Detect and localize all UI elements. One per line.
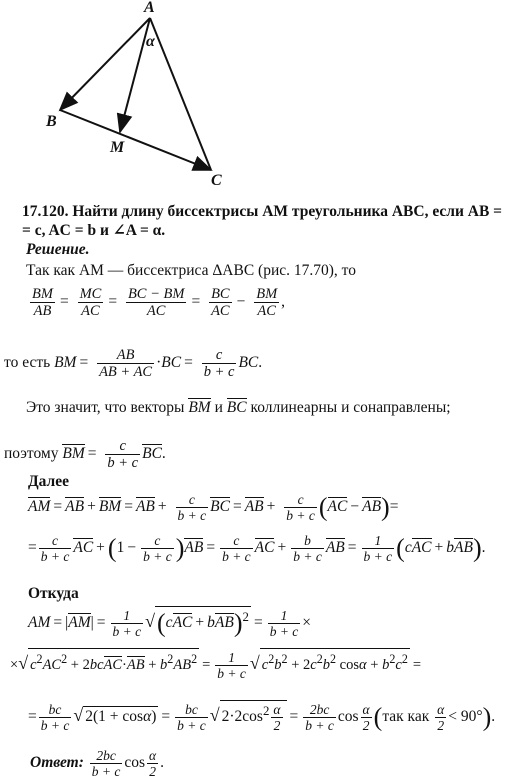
frac-bc-ac: $\frac{BC}{AC}$ [211,286,230,319]
solution-line-3: Это значит, что векторы BM и BC коллинеарны и сонаправлены; [26,399,451,416]
label-b: B [46,113,57,130]
answer-label: Ответ: [30,754,84,772]
problem-line-2: = c, AC = b и ∠A = α. [22,222,166,239]
side-ac [150,18,211,170]
label-a: A [144,0,155,16]
problem-number: 17.120. [22,203,69,220]
bm-equation: то есть BM = $\frac{AB}{AB + AC}$ ·BC = $\frac{c}{b + c}$ BC. [4,347,263,380]
label-alpha: α [146,33,155,50]
frac-bm-ac: $\frac{BM}{AC}$ [256,286,278,319]
am-length-line-1: AM = |AM| = $\frac{1}{b + c}$ √(cAC + bAB)$^2$ = $\frac{1}{b + c}$ × [28,606,311,639]
triangle-figure [0,0,530,185]
label-c: C [211,172,222,185]
whence-heading: Откуда [28,585,79,602]
solution-heading: Решение. [26,241,90,258]
further-heading: Далее [28,473,70,490]
frac-bm-ab: $\frac{BM}{AB}$ [32,286,53,319]
frac-bcbm-ac: $\frac{BC - BM}{AC}$ [127,286,185,319]
am-length-line-2: ×√ $c^2AC^2$ + 2bcAC·AB + $b^2AB^2$ = $\frac{1}{b + c}$ √ $c^2b^2 + 2c^2b^2$ $\cos\alpha + b^2c^2$ = [10,650,422,681]
label-m: M [110,139,125,156]
problem-text-1: Найти длину биссектрисы AM треугольника ABC, если AB = [72,203,503,220]
frac-mc-ac: $\frac{MC}{AC}$ [79,286,102,319]
vector-bm-equation: поэтому BM = $\frac{c}{b + c}$ BC. [4,438,166,471]
am-length-line-3: = $\frac{bc}{b + c}$ √ 2(1 + cosα) = $\frac{bc}{b + c}$ √ $2\cdot 2\cos^2$ $\frac{\alpha}{2}$ = $\frac{2bc}{b + c}$ cos $\frac{\alpha}{2}$ (так как $\frac{\alpha}{2}$ < 90°). [28,700,495,733]
side-ab [60,18,150,110]
answer-line: Ответ: $\frac{2bc}{b + c}$ cos $\frac{\alpha}{2}$ . [30,748,165,779]
ratio-equation: $\frac{BM}{AB}$ = $\frac{MC}{AC}$ = $\frac{BC - BM}{AC}$ = $\frac{BC}{AC}$ − $\frac{BM}{AC}$ , [32,286,286,319]
side-bc [60,110,211,170]
frac-ab-sum: $\frac{AB}{AB + AC}$ [99,347,153,380]
vector-am-line-1: AM = AB + BM = AB + $\frac{c}{b + c}$ BC = AB + $\frac{c}{b + c}$ (AC − AB)= [28,492,399,523]
solution-line-1: Так как AM — биссектриса ΔABC (рис. 17.70), то [26,262,356,279]
vector-am-line-2: = $\frac{c}{b + c}$ AC + (1 − $\frac{c}{b + c}$ )AB = $\frac{c}{b + c}$ AC + $\frac{b}{b + c}$ AB = $\frac{1}{b + c}$ (cAC + bAB). [28,533,486,564]
since-text: так как [382,708,430,726]
frac-c-sum: $\frac{c}{b + c}$ [203,347,235,380]
problem-line-1 [22,203,502,221]
